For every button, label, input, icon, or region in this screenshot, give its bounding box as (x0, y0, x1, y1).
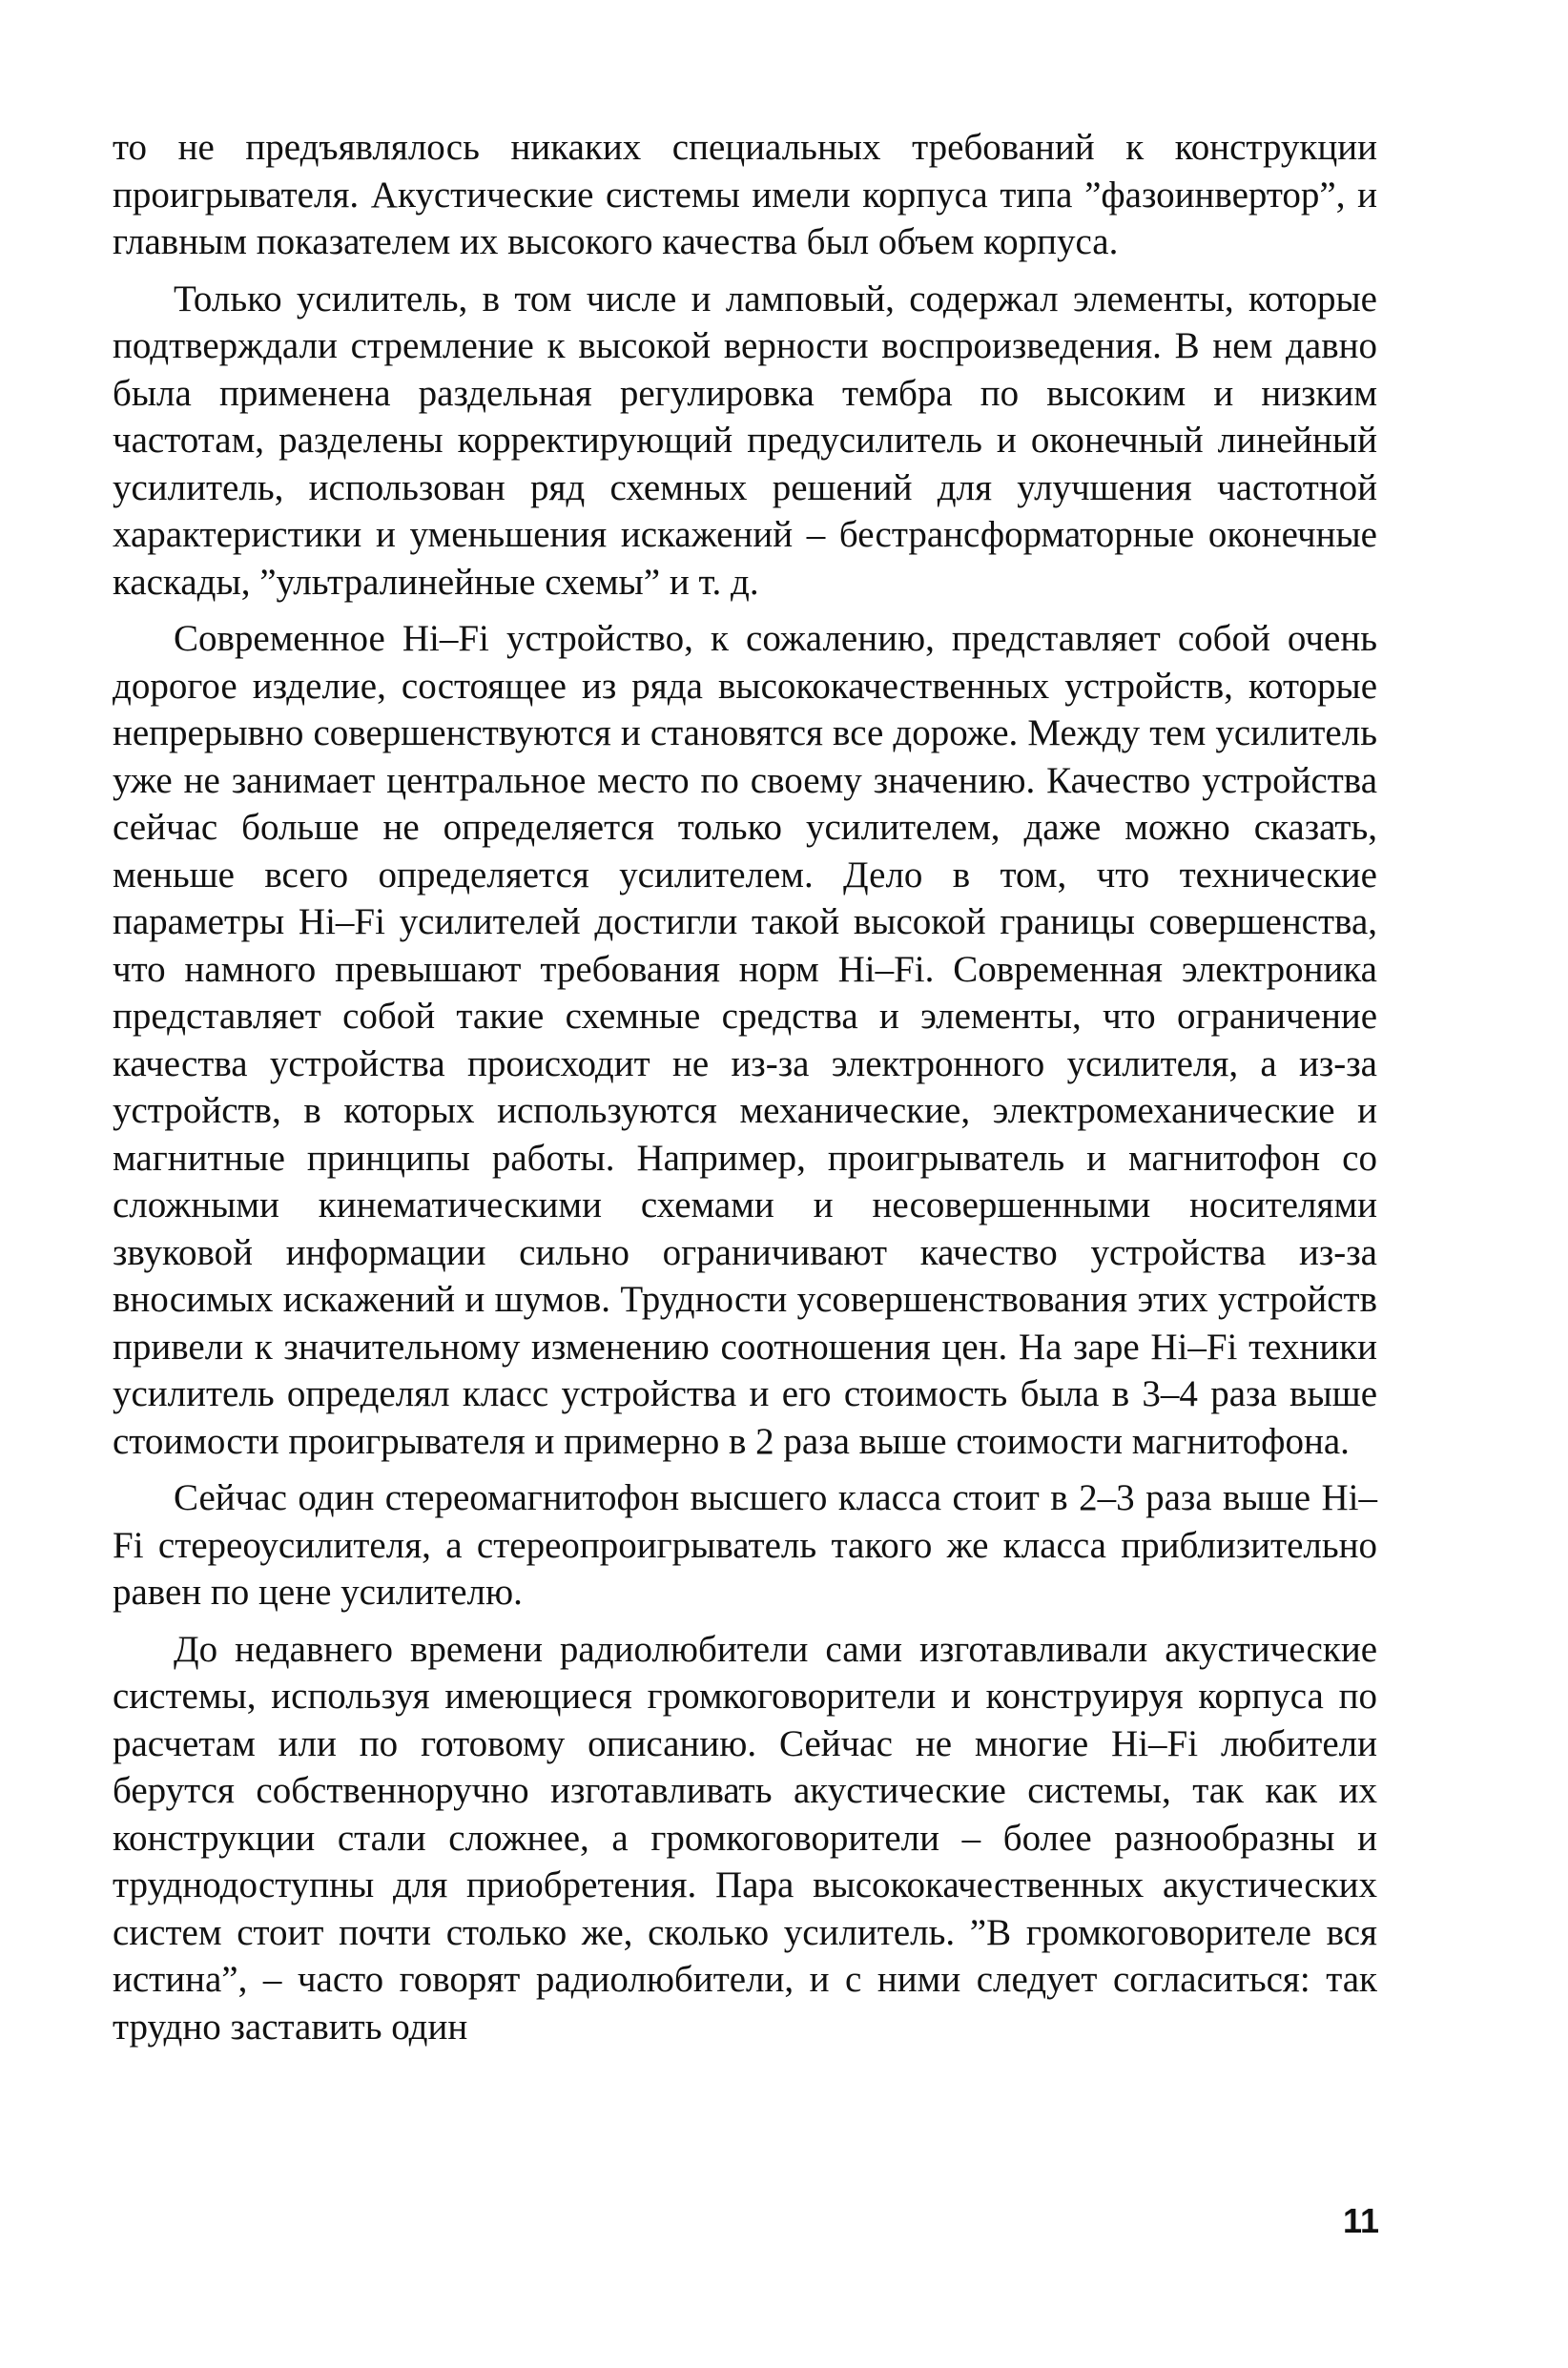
paragraph-3: Современное Hi–Fi устройство, к сожалению, представляет собой очень дорогое изделие, состоящее из ряда высококачественных устройств, которые непрерывно совершенствуются и становятся все дороже. Между тем усилитель уже не занимает центральное место по своему значению. Качество устройства сейчас больше не определяется только усилителем, даже можно сказать, меньше всего определяется усилителем. Дело в том, что технические параметры Hi–Fi усилителей достигли такой высокой границы совершенства, что намного превышают требования норм Hi–Fi. Современная электроника представляет собой такие схемные средства и элементы, что ограничение качества устройства происходит не из-за электронного усилителя, а из-за устройств, в которых используются механические, электромеханические и магнитные принципы работы. Например, проигрыватель и магнитофон со сложными кинематическими схемами и несовершенными носителями звуковой информации сильно ограничивают качество устройства из-за вносимых искажений и шумов. Трудности усовершенствования этих устройств привели к значительному изменению соотношения цен. На заре Hi–Fi техники усилитель определял класс устройства и его стоимость была в 3–4 раза выше стоимости проигрывателя и примерно в 2 раза выше стоимости магнитофона. (113, 618, 1377, 1462)
page-number: 11 (1342, 2201, 1379, 2240)
paragraph-4: Сейчас один стереомагнитофон высшего класса стоит в 2–3 раза выше Hi–Fi стереоусилителя, а стереопроигрыватель такого же класса приблизительно равен по цене усилителю. (113, 1477, 1377, 1613)
page-body (113, 124, 1377, 2060)
paragraph-1: то не предъявлялось никаких специальных требований к конструкции проигрывателя. Акустические системы имели корпуса типа ”фазоинвертор”, и главным показателем их высокого качества был объем корпуса. (113, 127, 1377, 262)
paragraph-5: До недавнего времени радиолюбители сами изготавливали акустические системы, используя имеющиеся громкоговорители и конструируя корпуса по расчетам или по готовому описанию. Сейчас не многие Hi–Fi любители берутся собственноручно изготавливать акустические системы, так как их конструкции стали сложнее, а громкоговорители – более разнообразны и труднодоступны для приобретения. Пара высококачественных акустических систем стоит почти столько же, сколько усилитель. ”В громкоговорителе вся истина”, – часто говорят радиолюбители, и с ними следует согласиться: так трудно заставить один (113, 1628, 1377, 2048)
paragraph-2: Только усилитель, в том числе и ламповый, содержал элементы, которые подтверждали стремление к высокой верности воспроизведения. В нем давно была применена раздельная регулировка тембра по высоким и низким частотам, разделены корректирующий предусилитель и оконечный линейный усилитель, использован ряд схемных решений для улучшения частотной характеристики и уменьшения искажений – бестрансформаторные оконечные каскады, ”ультралинейные схемы” и т. д. (113, 278, 1377, 603)
